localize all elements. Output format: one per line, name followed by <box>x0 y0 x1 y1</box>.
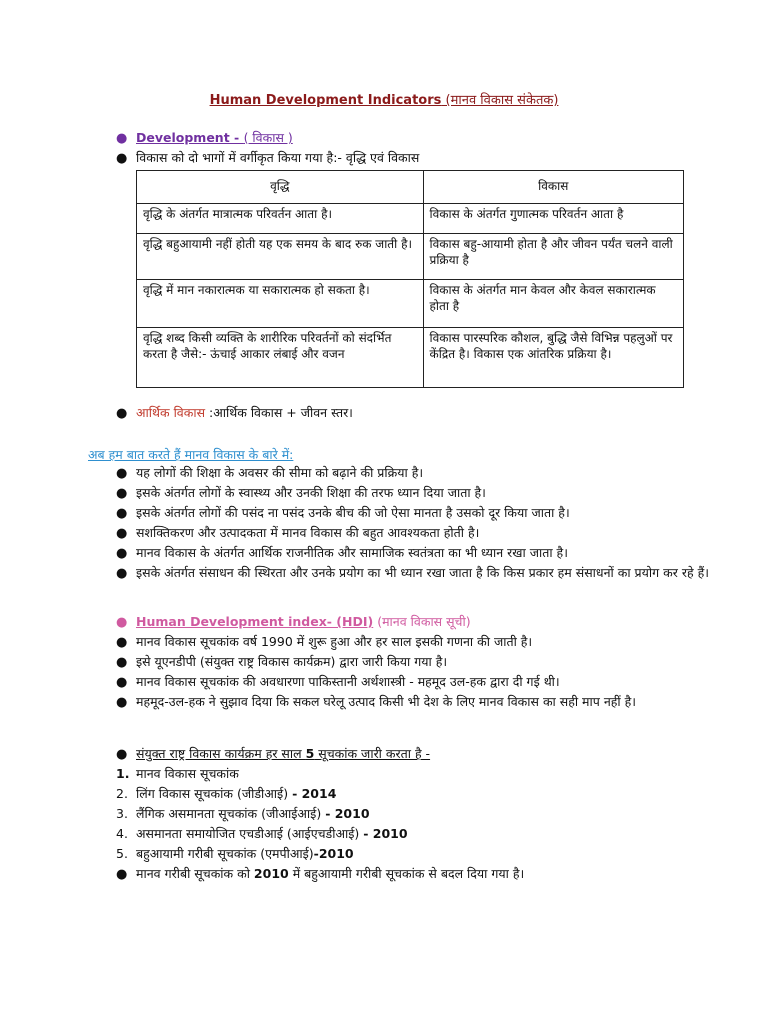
list-item: ● इसके अंतर्गत लोगों की पसंद ना पसंद उनके बीच की जो ऐसा मानता है उसको दूर किया जाता है। <box>116 505 570 521</box>
bullet-icon: ● <box>116 526 128 541</box>
list-item: ● महमूद-उल-हक ने सुझाव दिया कि सकल घरेलू उत्पाद किसी भी देश के लिए मानव विकास का सही माप नहीं है। <box>116 694 637 710</box>
list-item: ● सशक्तिकरण और उत्पादकता में मानव विकास की बहुत आवश्यकता होती है। <box>116 525 480 541</box>
table-cell: वृद्धि के अंतर्गत मात्रात्मक परिवर्तन आता है। <box>137 204 424 234</box>
human-development-heading: अब हम बात करते हैं मानव विकास के बारे में: <box>88 447 294 462</box>
table-cell: वृद्धि बहुआयामी नहीं होती यह एक समय के बाद रुक जाती है। <box>137 234 424 280</box>
list-number: 5. <box>116 846 128 861</box>
table-cell: विकास पारस्परिक कौशल, बुद्धि जैसे विभिन्न पहलुओं पर केंद्रित है। विकास एक आंतरिक प्रक्रिया है। <box>423 328 684 388</box>
page-title <box>0 92 768 110</box>
bullet-icon: ● <box>116 131 128 146</box>
hdi-heading-hi: (मानव विकास सूची) <box>373 614 471 629</box>
title-hindi: (मानव विकास संकेतक) <box>445 93 559 108</box>
bullet-icon: ● <box>116 675 128 690</box>
bullet-icon: ● <box>116 506 128 521</box>
hdi-heading <box>116 614 728 632</box>
bullet-icon: ● <box>116 566 128 581</box>
development-heading <box>116 130 728 148</box>
table-row <box>137 234 684 280</box>
development-heading-hi: ( विकास ) <box>243 130 293 145</box>
table-header-development: विकास <box>423 171 684 204</box>
list-item: ● मानव विकास सूचकांक की अवधारणा पाकिस्तानी अर्थशास्त्री - महमूद उल-हक द्वारा दी गई थी। <box>116 674 560 690</box>
bullet-icon: ● <box>116 486 128 501</box>
list-item: ● इसके अंतर्गत संसाधन की स्थिरता और उनके प्रयोग का भी ध्यान रखा जाता है कि किस प्रकार हम संसाधनों का प्रयोग कर रहे हैं। <box>116 565 709 581</box>
list-item: ● मानव विकास के अंतर्गत आर्थिक राजनीतिक और सामाजिक स्वतंत्रता का भी ध्यान रखा जाता है। <box>116 545 568 561</box>
economic-development-label: आर्थिक विकास <box>136 405 210 420</box>
table-cell: विकास के अंतर्गत मान केवल और केवल सकारात्मक होता है <box>423 280 684 328</box>
list-item: ● मानव गरीबी सूचकांक को 2010 में बहुआयामी गरीबी सूचकांक से बदल दिया गया है। <box>116 866 525 882</box>
list-item: 1. मानव विकास सूचकांक <box>116 766 239 781</box>
list-number: 3. <box>116 806 128 821</box>
bullet-icon: ● <box>116 406 128 421</box>
growth-vs-development-table <box>136 170 684 388</box>
table-row <box>137 328 684 388</box>
bullet-icon: ● <box>116 151 128 166</box>
list-item: ● मानव विकास सूचकांक वर्ष 1990 में शुरू हुआ और हर साल इसकी गणना की जाती है। <box>116 634 533 650</box>
bullet-icon: ● <box>116 635 128 650</box>
bullet-icon: ● <box>116 615 128 630</box>
economic-development-text: :आर्थिक विकास + जीवन स्तर। <box>209 405 353 420</box>
list-item: 3. लैंगिक असमानता सूचकांक (जीआईआई) - 2010 <box>116 806 370 821</box>
development-heading-en: Development - <box>136 130 244 145</box>
undp-heading: ● संयुक्त राष्ट्र विकास कार्यक्रम हर साल 5 सूचकांक जारी करता है - <box>116 746 431 762</box>
table-cell: विकास के अंतर्गत गुणात्मक परिवर्तन आता है <box>423 204 684 234</box>
list-item: ● इसके अंतर्गत लोगों के स्वास्थ्य और उनकी शिक्षा की तरफ ध्यान दिया जाता है। <box>116 485 486 501</box>
list-item: ● यह लोगों की शिक्षा के अवसर की सीमा को बढ़ाने की प्रक्रिया है। <box>116 465 424 481</box>
table-header-row <box>137 171 684 204</box>
list-item: 2. लिंग विकास सूचकांक (जीडीआई) - 2014 <box>116 786 337 801</box>
development-intro: ● विकास को दो भागों में वर्गीकृत किया गया है:- वृद्धि एवं विकास <box>116 150 420 166</box>
list-item: 5. बहुआयामी गरीबी सूचकांक (एमपीआई)-2010 <box>116 846 354 861</box>
list-item: ● इसे यूएनडीपी (संयुक्त राष्ट्र विकास कार्यक्रम) द्वारा जारी किया गया है। <box>116 654 448 670</box>
table-row <box>137 204 684 234</box>
table-cell: विकास बहु-आयामी होता है और जीवन पर्यंत चलने वाली प्रक्रिया है <box>423 234 684 280</box>
list-item: 4. असमानता समायोजित एचडीआई (आईएचडीआई) - 2010 <box>116 826 408 841</box>
table-header-growth: वृद्धि <box>137 171 424 204</box>
bullet-icon: ● <box>116 466 128 481</box>
hdi-heading-en: Human Development index- (HDI) <box>136 614 374 629</box>
bullet-icon: ● <box>116 867 128 882</box>
bullet-icon: ● <box>116 747 128 762</box>
table-row <box>137 280 684 328</box>
title-english: Human Development Indicators <box>209 93 442 108</box>
list-number: 4. <box>116 826 128 841</box>
table-cell: वृद्धि शब्द किसी व्यक्ति के शारीरिक परिवर्तनों को संदर्भित करता है जैसे:- ऊंचाई आकार लंबाई और वजन <box>137 328 424 388</box>
list-number: 2. <box>116 786 128 801</box>
bullet-icon: ● <box>116 655 128 670</box>
list-number: 1. <box>116 766 130 781</box>
table-cell: वृद्धि में मान नकारात्मक या सकारात्मक हो सकता है। <box>137 280 424 328</box>
economic-development-item <box>116 405 728 423</box>
bullet-icon: ● <box>116 695 128 710</box>
bullet-icon: ● <box>116 546 128 561</box>
